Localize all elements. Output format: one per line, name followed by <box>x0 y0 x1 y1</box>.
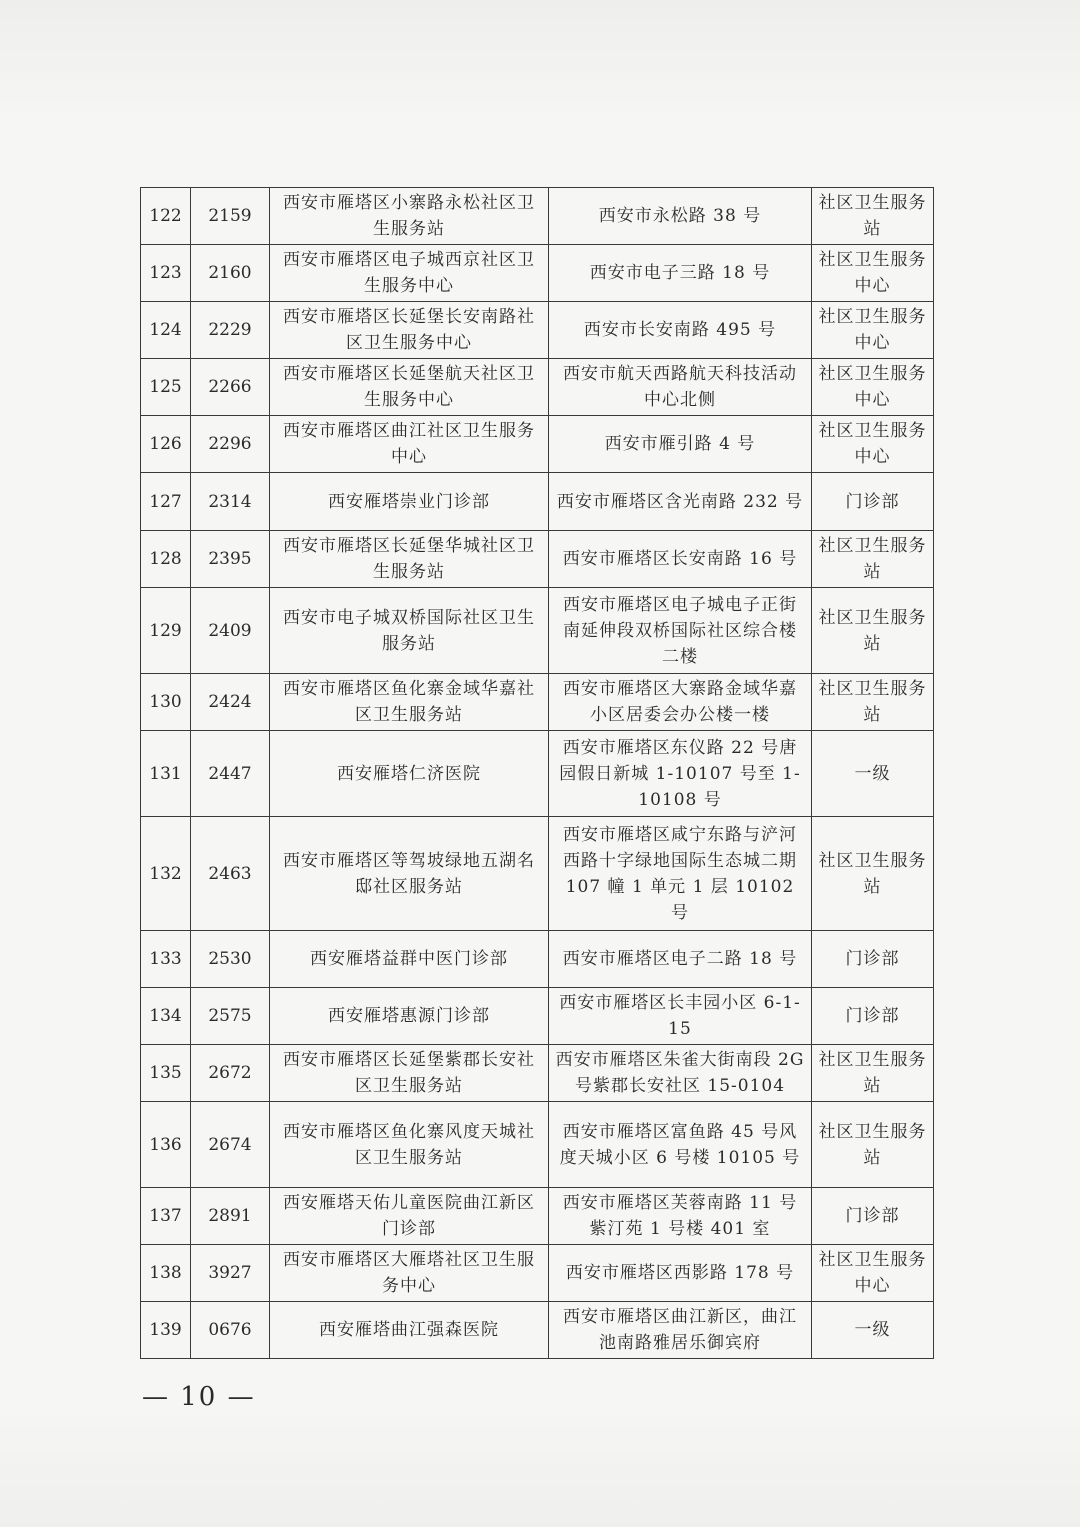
institution-code: 3927 <box>191 1245 270 1302</box>
institution-type: 社区卫生服务中心 <box>812 302 934 359</box>
row-number: 138 <box>141 1245 191 1302</box>
institution-address: 西安市雁塔区长安南路 16 号 <box>549 531 812 588</box>
institution-name: 西安市雁塔区等驾坡绿地五湖名邸社区服务站 <box>270 817 549 931</box>
institution-type: 门诊部 <box>812 1188 934 1245</box>
institution-type: 门诊部 <box>812 473 934 531</box>
institution-type: 一级 <box>812 1302 934 1359</box>
institution-name: 西安市雁塔区长延堡华城社区卫生服务站 <box>270 531 549 588</box>
institution-code: 2409 <box>191 588 270 674</box>
row-number: 136 <box>141 1102 191 1188</box>
institution-code: 2530 <box>191 931 270 988</box>
page-number: — 10 — <box>142 1382 256 1412</box>
row-number: 130 <box>141 674 191 731</box>
institution-code: 2672 <box>191 1045 270 1102</box>
institution-name: 西安市雁塔区长延堡紫郡长安社区卫生服务站 <box>270 1045 549 1102</box>
institution-address: 西安市雁塔区曲江新区，曲江池南路雅居乐御宾府 <box>549 1302 812 1359</box>
institution-type: 社区卫生服务站 <box>812 188 934 245</box>
institution-code: 2891 <box>191 1188 270 1245</box>
institution-code: 2229 <box>191 302 270 359</box>
institution-type: 社区卫生服务站 <box>812 817 934 931</box>
institution-name: 西安市雁塔区长延堡长安南路社区卫生服务中心 <box>270 302 549 359</box>
institution-address: 西安市雁塔区含光南路 232 号 <box>549 473 812 531</box>
institution-address: 西安市雁塔区朱雀大街南段 2G 号紫郡长安社区 15-0104 <box>549 1045 812 1102</box>
institution-table <box>140 187 934 1359</box>
row-number: 139 <box>141 1302 191 1359</box>
institution-type: 门诊部 <box>812 931 934 988</box>
row-number: 129 <box>141 588 191 674</box>
row-number: 131 <box>141 731 191 817</box>
institution-type: 社区卫生服务站 <box>812 674 934 731</box>
table-row <box>141 188 934 245</box>
institution-address: 西安市雁塔区电子城电子正街南延伸段双桥国际社区综合楼二楼 <box>549 588 812 674</box>
institution-name: 西安市雁塔区大雁塔社区卫生服务中心 <box>270 1245 549 1302</box>
row-number: 132 <box>141 817 191 931</box>
row-number: 127 <box>141 473 191 531</box>
institution-name: 西安雁塔崇业门诊部 <box>270 473 549 531</box>
table-row <box>141 817 934 931</box>
table-row <box>141 302 934 359</box>
institution-type: 社区卫生服务中心 <box>812 416 934 473</box>
table-body <box>141 188 934 1359</box>
table-row <box>141 988 934 1045</box>
institution-address: 西安市雁塔区东仪路 22 号唐园假日新城 1-10107 号至 1-10108 号 <box>549 731 812 817</box>
institution-code: 2575 <box>191 988 270 1045</box>
table-row <box>141 359 934 416</box>
institution-name: 西安雁塔仁济医院 <box>270 731 549 817</box>
institution-code: 2463 <box>191 817 270 931</box>
row-number: 122 <box>141 188 191 245</box>
table-row <box>141 416 934 473</box>
institution-name: 西安雁塔天佑儿童医院曲江新区门诊部 <box>270 1188 549 1245</box>
row-number: 128 <box>141 531 191 588</box>
institution-type: 社区卫生服务中心 <box>812 359 934 416</box>
institution-name: 西安雁塔曲江强森医院 <box>270 1302 549 1359</box>
table-row <box>141 1102 934 1188</box>
institution-address: 西安市电子三路 18 号 <box>549 245 812 302</box>
table-row <box>141 731 934 817</box>
table-row <box>141 531 934 588</box>
institution-code: 2395 <box>191 531 270 588</box>
institution-name: 西安市雁塔区鱼化寨金域华嘉社区卫生服务站 <box>270 674 549 731</box>
table-row <box>141 931 934 988</box>
table-row <box>141 1045 934 1102</box>
institution-code: 2674 <box>191 1102 270 1188</box>
institution-name: 西安市雁塔区曲江社区卫生服务中心 <box>270 416 549 473</box>
institution-code: 2266 <box>191 359 270 416</box>
institution-address: 西安市雁塔区西影路 178 号 <box>549 1245 812 1302</box>
institution-address: 西安市雁塔区长丰园小区 6-1-15 <box>549 988 812 1045</box>
institution-code: 2424 <box>191 674 270 731</box>
institution-code: 2159 <box>191 188 270 245</box>
institution-type: 社区卫生服务中心 <box>812 1245 934 1302</box>
institution-type: 社区卫生服务中心 <box>812 245 934 302</box>
institution-address: 西安市永松路 38 号 <box>549 188 812 245</box>
row-number: 124 <box>141 302 191 359</box>
institution-code: 2314 <box>191 473 270 531</box>
row-number: 125 <box>141 359 191 416</box>
table-row <box>141 473 934 531</box>
institution-code: 0676 <box>191 1302 270 1359</box>
institution-code: 2160 <box>191 245 270 302</box>
row-number: 134 <box>141 988 191 1045</box>
institution-name: 西安雁塔益群中医门诊部 <box>270 931 549 988</box>
institution-type: 一级 <box>812 731 934 817</box>
institution-type: 社区卫生服务站 <box>812 1102 934 1188</box>
institution-address: 西安市长安南路 495 号 <box>549 302 812 359</box>
institution-name: 西安市雁塔区长延堡航天社区卫生服务中心 <box>270 359 549 416</box>
institution-address: 西安市雁引路 4 号 <box>549 416 812 473</box>
institution-type: 门诊部 <box>812 988 934 1045</box>
institution-address: 西安市雁塔区富鱼路 45 号风度天城小区 6 号楼 10105 号 <box>549 1102 812 1188</box>
institution-address: 西安市雁塔区大寨路金域华嘉小区居委会办公楼一楼 <box>549 674 812 731</box>
institution-address: 西安市雁塔区芙蓉南路 11 号紫汀苑 1 号楼 401 室 <box>549 1188 812 1245</box>
institution-address: 西安市航天西路航天科技活动中心北侧 <box>549 359 812 416</box>
institution-name: 西安市雁塔区小寨路永松社区卫生服务站 <box>270 188 549 245</box>
table-row <box>141 588 934 674</box>
row-number: 137 <box>141 1188 191 1245</box>
row-number: 133 <box>141 931 191 988</box>
table-row <box>141 1245 934 1302</box>
table-row <box>141 1302 934 1359</box>
row-number: 135 <box>141 1045 191 1102</box>
institution-name: 西安市雁塔区电子城西京社区卫生服务中心 <box>270 245 549 302</box>
row-number: 123 <box>141 245 191 302</box>
institution-type: 社区卫生服务站 <box>812 1045 934 1102</box>
institution-address: 西安市雁塔区咸宁东路与浐河西路十字绿地国际生态城二期 107 幢 1 单元 1 层 10102 号 <box>549 817 812 931</box>
institution-name: 西安市雁塔区鱼化寨风度天城社区卫生服务站 <box>270 1102 549 1188</box>
table-row <box>141 245 934 302</box>
row-number: 126 <box>141 416 191 473</box>
institution-name: 西安市电子城双桥国际社区卫生服务站 <box>270 588 549 674</box>
table-row <box>141 674 934 731</box>
institution-code: 2296 <box>191 416 270 473</box>
institution-type: 社区卫生服务站 <box>812 588 934 674</box>
institution-address: 西安市雁塔区电子二路 18 号 <box>549 931 812 988</box>
institution-name: 西安雁塔惠源门诊部 <box>270 988 549 1045</box>
institution-code: 2447 <box>191 731 270 817</box>
table-row <box>141 1188 934 1245</box>
institution-type: 社区卫生服务站 <box>812 531 934 588</box>
